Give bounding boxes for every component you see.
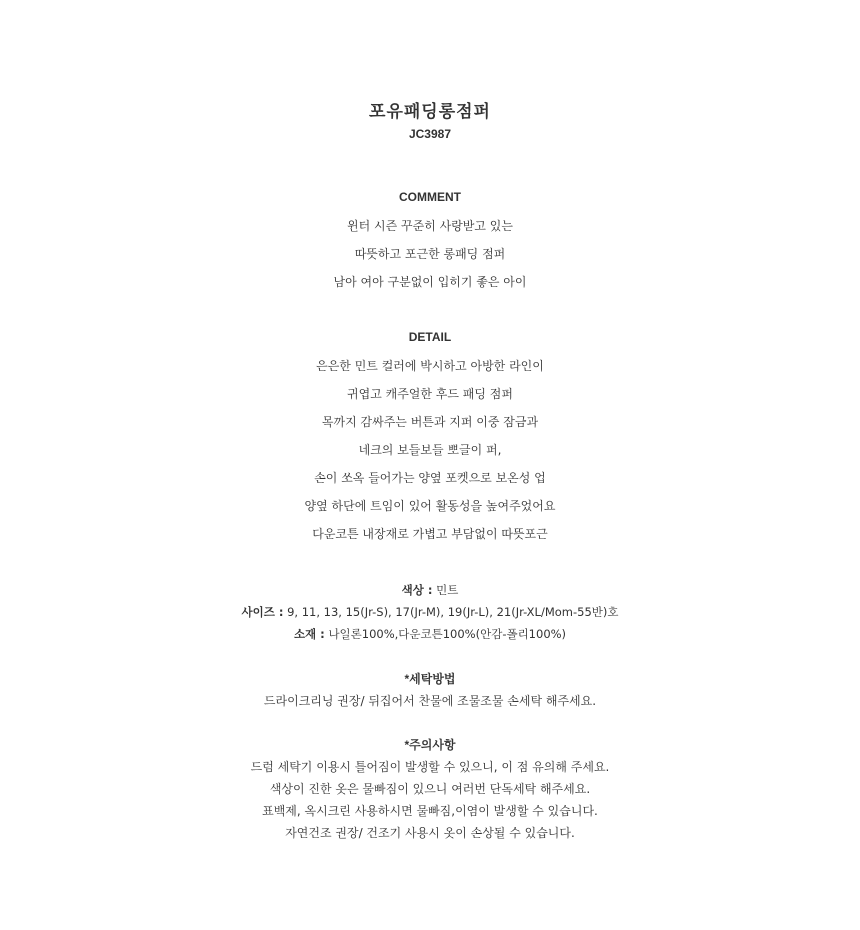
spec-size — [0, 604, 860, 620]
spec-material-label: 소재 : — [293, 627, 325, 641]
spec-color — [0, 582, 860, 598]
spec-color-value: 민트 — [436, 583, 459, 597]
washing-heading: *세탁방법 — [404, 672, 456, 686]
comment-heading: COMMENT — [399, 190, 461, 204]
spec-material — [0, 626, 860, 642]
comment-line: 남아 여아 구분없이 입히기 좋은 아이 — [333, 275, 527, 289]
spec-size-label: 사이즈 : — [241, 605, 284, 619]
detail-line: 손이 쏘옥 들어가는 양옆 포켓으로 보온성 업 — [314, 471, 546, 485]
caution-line: 드럼 세탁기 이용시 틀어짐이 발생할 수 있으니, 이 점 유의해 주세요. — [250, 760, 610, 774]
product-code: JC3987 — [408, 127, 452, 141]
caution-line: 표백제, 옥시크린 사용하시면 물빠짐,이염이 발생할 수 있습니다. — [262, 804, 598, 818]
caution-line: 자연건조 권장/ 건조기 사용시 옷이 손상될 수 있습니다. — [285, 826, 575, 840]
detail-line: 목까지 감싸주는 버튼과 지퍼 이중 잠금과 — [321, 415, 539, 429]
detail-line: 은은한 민트 컬러에 박시하고 아방한 라인이 — [316, 359, 544, 373]
spec-size-value: 9, 11, 13, 15(Jr-S), 17(Jr-M), 19(Jr-L), 21(Jr-XL/Mom-55반)호 — [287, 605, 619, 619]
detail-line: 다운코튼 내장재로 가볍고 부담없이 따뜻포근 — [312, 527, 548, 541]
detail-line: 귀엽고 캐주얼한 후드 패딩 점퍼 — [347, 387, 513, 401]
comment-line: 윈터 시즌 꾸준히 사랑받고 있는 — [347, 219, 513, 233]
spec-material-value: 나일론100%,다운코튼100%(안감-폴리100%) — [328, 627, 567, 641]
detail-heading: DETAIL — [408, 330, 452, 344]
comment-line: 따뜻하고 포근한 롱패딩 점퍼 — [354, 247, 506, 261]
caution-line: 색상이 진한 옷은 물빠짐이 있으니 여러번 단독세탁 해주세요. — [269, 782, 591, 796]
product-name: 포유패딩롱점퍼 — [369, 102, 491, 122]
washing-line: 드라이크리닝 권장/ 뒤집어서 찬물에 조물조물 손세탁 해주세요. — [263, 694, 597, 708]
detail-line: 양옆 하단에 트임이 있어 활동성을 높여주었어요 — [304, 499, 556, 513]
spec-color-label: 색상 : — [401, 583, 433, 597]
caution-heading: *주의사항 — [404, 738, 456, 752]
detail-line: 네크의 보들보들 뽀글이 퍼, — [358, 443, 502, 457]
